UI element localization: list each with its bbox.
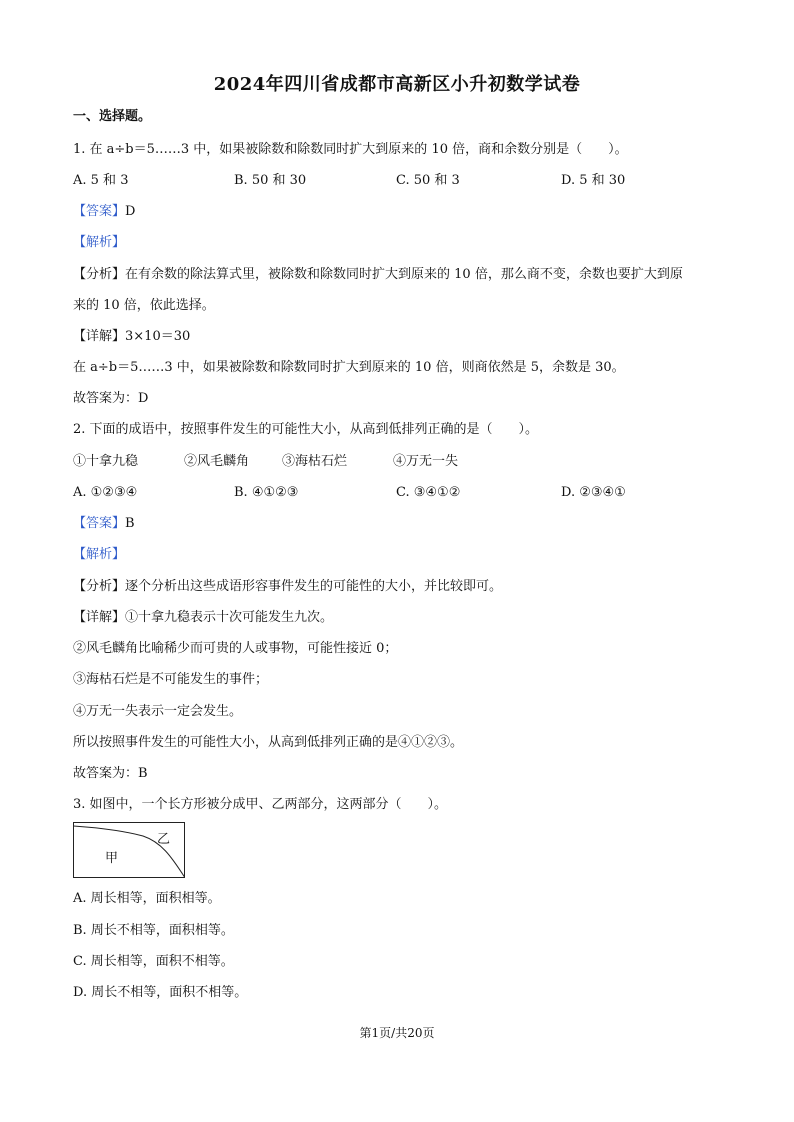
q3-option-c: C. 周长相等，面积不相等。 [73,954,234,969]
q3-option-d: D. 周长不相等，面积不相等。 [73,985,248,1000]
q2-detail-2: ②风毛麟角比喻稀少而可贵的人或事物，可能性接近 0； [73,641,398,656]
xiangjie-tag: 【详解】 [73,610,126,625]
q1-option-b: B. 50 和 30 [234,173,307,188]
region-label-jia: 甲 [105,851,119,866]
q2-idiom-2: ②风毛麟角 [184,454,250,469]
xiangjie-text: ①十拿九稳表示十次可能发生九次。 [125,610,334,625]
fenxi-text: 逐个分析出这些成语形容事件发生的可能性的大小，并比较即可。 [125,579,503,594]
q2-detail-4: ④万无一失表示一定会发生。 [73,704,243,719]
q2-idiom-4: ④万无一失 [393,454,459,469]
q2-summary: 所以按照事件发生的可能性大小，从高到低排列正确的是④①②③。 [73,735,464,750]
fenxi-tag: 【分析】 [73,267,126,282]
q1-fenxi-2: 来的 10 倍，依此选择。 [73,298,215,313]
q1-analysis-tag: 【解析】 [73,235,126,250]
q2-option-a: A. ①②③④ [73,485,138,500]
q2-stem: 2. 下面的成语中，按照事件发生的可能性大小，从高到低排列正确的是（ ）。 [73,422,539,437]
section-heading: 一、选择题。 [73,109,152,124]
q1-answer [73,203,135,221]
rectangle-outline [74,823,185,878]
q2-conclusion: 故答案为：B [73,766,148,781]
q2-option-c: C. ③④①② [396,485,461,500]
q3-option-a: A. 周长相等，面积相等。 [73,891,221,906]
answer-value: D [125,204,136,219]
q1-option-a: A. 5 和 3 [73,173,129,188]
q2-idiom-1: ①十拿九稳 [73,454,139,469]
q2-idiom-3: ③海枯石烂 [282,454,348,469]
answer-tag: 【答案】 [73,516,126,531]
q2-fenxi [73,578,502,596]
answer-tag: 【答案】 [73,204,126,219]
q2-analysis-tag: 【解析】 [73,547,126,562]
q2-xiangjie [73,609,333,627]
q1-option-c: C. 50 和 3 [396,173,460,188]
document-title: 2024年四川省成都市高新区小升初数学试卷 [213,74,581,95]
fenxi-tag: 【分析】 [73,579,126,594]
q1-fenxi-1 [73,266,683,284]
q2-option-d: D. ②③④① [561,485,626,500]
q2-answer [73,515,135,533]
fenxi-text: 在有余数的除法算式里，被除数和除数同时扩大到原来的 10 倍，那么商不变，余数也要扩大到原 [125,267,683,282]
answer-value: B [125,516,135,531]
q1-xiangjie [73,328,190,346]
q1-conclusion: 故答案为：D [73,391,149,406]
page-number: 第1页/共20页 [359,1026,435,1040]
q2-option-b: B. ④①②③ [234,485,299,500]
q1-option-d: D. 5 和 30 [561,173,626,188]
q3-stem: 3. 如图中，一个长方形被分成甲、乙两部分，这两部分（ ）。 [73,797,448,812]
q1-detail: 在 a÷b＝5……3 中，如果被除数和除数同时扩大到原来的 10 倍，则商依然是 5，余数是 30。 [73,360,625,375]
q2-detail-3: ③海枯石烂是不可能发生的事件； [73,672,269,687]
region-label-yi: 乙 [157,832,171,847]
rectangle-figure [73,822,185,878]
xiangjie-text: 3×10＝30 [125,329,191,344]
q3-option-b: B. 周长不相等，面积相等。 [73,923,234,938]
q1-stem: 1. 在 a÷b＝5……3 中，如果被除数和除数同时扩大到原来的 10 倍，商和余数分别是（ ）。 [73,142,628,157]
xiangjie-tag: 【详解】 [73,329,126,344]
